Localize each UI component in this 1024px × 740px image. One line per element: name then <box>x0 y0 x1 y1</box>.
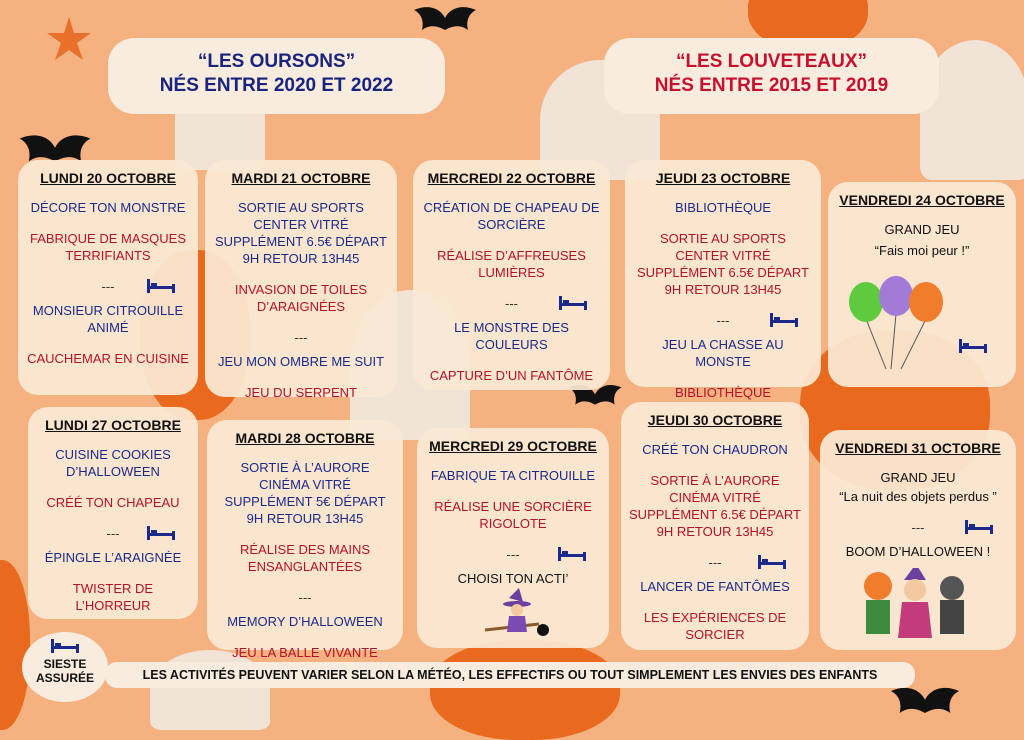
activity: SORTIE AU SPORTS CENTER VITRÉ SUPPLÉMENT 6.5€ DÉPART 9H RETOUR 13H45 <box>637 231 809 297</box>
activity: RÉALISE UNE SORCIÈRE RIGOLOTE <box>434 499 592 531</box>
day-title: JEUDI 30 OCTOBRE <box>647 412 783 428</box>
activity: JEU DU SERPENT <box>245 385 357 400</box>
footer-note: LES ACTIVITÉS PEUVENT VARIER SELON LA MÉTÉO, LES EFFECTIFS OU TOUT SIMPLEMENT LES ENVIES DES ENFANTS <box>105 662 915 688</box>
activity: JEU LA CHASSE AU MONSTE <box>662 337 784 369</box>
activity: RÉALISE D’AFFREUSES LUMIÈRES <box>437 248 586 280</box>
separator <box>425 546 601 564</box>
activity: CUISINE COOKIES D’HALLOWEEN <box>55 447 171 479</box>
activity: BIBLIOTHÈQUE <box>674 385 772 400</box>
oursons-subtitle: NÉS ENTRE 2020 ET 2022 <box>159 75 394 96</box>
day-card-jeudi-23 <box>625 160 821 400</box>
bed-icon <box>50 638 80 654</box>
bed-icon <box>769 312 799 328</box>
separator-text: --- <box>911 520 925 535</box>
day-title: MARDI 21 OCTOBRE <box>231 170 371 186</box>
louveteaux-title: “LES LOUVETEAUX” <box>675 51 868 72</box>
day-title: JEUDI 23 OCTOBRE <box>655 170 791 186</box>
separator-text: --- <box>716 313 730 328</box>
bed-icon <box>146 278 176 294</box>
day-card-vendredi-24 <box>828 182 1016 387</box>
activity: GRAND JEU <box>884 222 960 237</box>
star-icon <box>45 15 93 63</box>
activity: LE MONSTRE DES COULEURS <box>454 320 569 352</box>
day-title: LUNDI 20 OCTOBRE <box>40 170 176 186</box>
separator <box>26 278 190 296</box>
bed-icon <box>958 338 988 354</box>
louveteaux-subtitle: NÉS ENTRE 2015 ET 2019 <box>654 75 889 96</box>
separator: --- <box>294 330 308 345</box>
activity: MEMORY D’HALLOWEEN <box>227 614 383 629</box>
day-title: VENDREDI 31 OCTOBRE <box>835 440 1001 456</box>
day-title: MARDI 28 OCTOBRE <box>235 430 375 446</box>
day-card-mardi-28 <box>207 420 403 660</box>
bed-icon <box>146 525 176 541</box>
activity: CAPTURE D’UN FANTÔME <box>429 368 594 383</box>
separator-text: --- <box>708 555 722 570</box>
activity: “Fais moi peur !” <box>874 243 970 258</box>
activity: CHOISI TON ACTI’ <box>457 571 569 586</box>
header-oursons <box>108 38 445 114</box>
separator-text: --- <box>106 526 120 541</box>
witch-icon <box>479 588 559 644</box>
bed-icon <box>757 554 787 570</box>
separator <box>421 295 602 313</box>
bed-icon <box>557 546 587 562</box>
separator <box>36 525 190 543</box>
activity: GRAND JEU <box>880 470 956 485</box>
day-title: VENDREDI 24 OCTOBRE <box>839 192 1005 208</box>
separator <box>633 312 813 330</box>
activity: ÉPINGLE L’ARAIGNÉE <box>44 550 182 565</box>
activity: INVASION DE TOILES D’ARAIGNÉES <box>234 282 368 314</box>
separator-text: --- <box>101 279 115 294</box>
day-card-lundi-20 <box>18 160 198 395</box>
separator <box>828 519 1008 537</box>
activity: SORTIE À L’AURORE CINÉMA VITRÉ SUPPLÉMENT 5€ DÉPART 9H RETOUR 13H45 <box>224 460 386 526</box>
costumed-kids-icon <box>856 568 976 642</box>
activity: CRÉÉ TON CHAPEAU <box>46 495 180 510</box>
day-card-mardi-21 <box>205 160 397 400</box>
separator <box>629 554 801 572</box>
activity: FABRIQUE DE MASQUES TERRIFIANTS <box>29 231 187 263</box>
sieste-line1: SIESTE <box>43 657 87 671</box>
day-title: LUNDI 27 OCTOBRE <box>45 417 181 433</box>
activity: CRÉATION DE CHAPEAU DE SORCIÈRE <box>423 200 600 232</box>
separator-text: --- <box>505 296 518 311</box>
activity: SORTIE AU SPORTS CENTER VITRÉ SUPPLÉMENT 6.5€ DÉPART 9H RETOUR 13H45 <box>215 200 387 266</box>
header-louveteaux <box>604 38 939 114</box>
separator-text: --- <box>506 547 520 562</box>
activity: CRÉÉ TON CHAUDRON <box>642 442 788 457</box>
activity: LANCER DE FANTÔMES <box>640 579 790 594</box>
bed-icon <box>558 295 588 311</box>
balloons-icon <box>846 274 946 374</box>
activity: JEU LA BALLE VIVANTE <box>232 645 378 660</box>
day-card-vendredi-31 <box>820 430 1016 650</box>
day-card-lundi-27 <box>28 407 198 619</box>
activity: CAUCHEMAR EN CUISINE <box>27 351 189 366</box>
activity: BOOM D’HALLOWEEN ! <box>845 544 991 559</box>
activity: BIBLIOTHÈQUE <box>674 200 772 215</box>
activity: TWISTER DE L’HORREUR <box>72 581 154 613</box>
bed-icon <box>964 519 994 535</box>
day-card-jeudi-30 <box>621 402 809 650</box>
activity: LES EXPÉRIENCES DE SORCIER <box>643 610 787 642</box>
activity: RÉALISE DES MAINS ENSANGLANTÉES <box>239 542 371 574</box>
activity: DÉCORE TON MONSTRE <box>30 200 186 215</box>
sieste-badge <box>22 632 108 702</box>
activity: “La nuit des objets perdus ” <box>839 489 997 504</box>
activity: SORTIE À L’AURORE CINÉMA VITRÉ SUPPLÉMENT 6.5€ DÉPART 9H RETOUR 13H45 <box>629 473 801 539</box>
day-card-mercredi-22 <box>413 160 610 390</box>
activity: FABRIQUE TA CITROUILLE <box>430 468 596 483</box>
separator: --- <box>298 590 312 605</box>
pumpkin-decoration <box>430 640 620 740</box>
sieste-line2: ASSURÉE <box>35 671 94 685</box>
oursons-title: “LES OURSONS” <box>197 51 356 72</box>
day-card-mercredi-29 <box>417 428 609 648</box>
activity: JEU MON OMBRE ME SUIT <box>217 354 385 369</box>
day-title: MERCREDI 22 OCTOBRE <box>427 170 596 186</box>
day-title: MERCREDI 29 OCTOBRE <box>429 438 597 454</box>
activity: MONSIEUR CITROUILLE ANIMÉ <box>32 303 184 335</box>
bat-icon <box>410 0 480 40</box>
